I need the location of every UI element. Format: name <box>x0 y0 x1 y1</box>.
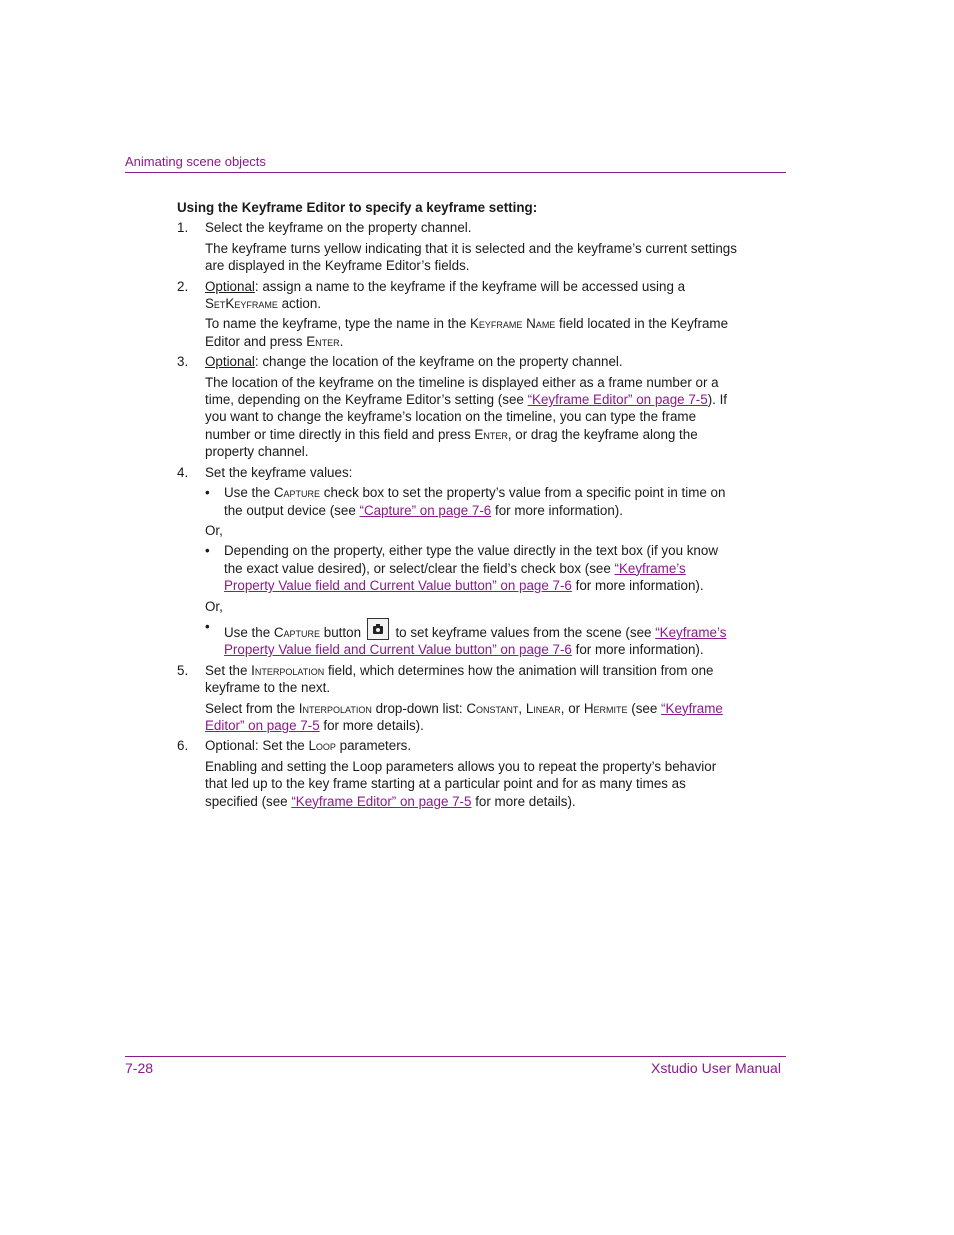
step-2-detail <box>205 315 737 350</box>
interpolation-field: Interpolation <box>251 662 325 678</box>
bullet-dot: • <box>205 618 210 634</box>
step-2-text <box>205 278 737 313</box>
property-value-link[interactable]: “Keyframe’s Property Value field and Current Value button” on page 7-6 <box>224 560 686 594</box>
step-2-detail-c: . <box>339 333 344 349</box>
bullet-capture-checkbox <box>205 484 737 519</box>
step-3-text-a: : change the location of the keyframe on the property channel. <box>254 354 623 370</box>
step-5-text-a: Set the <box>205 662 252 678</box>
bullet-1-c: for more information). <box>491 502 623 518</box>
step-2-text-b: action. <box>277 296 322 312</box>
step-3-detail-c: , or drag the keyframe along the property channel. <box>205 426 698 460</box>
bullet-3-c: to set keyframe values from the scene (see <box>391 624 656 640</box>
step-5-detail-d: for more details). <box>319 717 424 733</box>
step-4 <box>177 464 737 659</box>
step-5-detail <box>205 700 737 735</box>
keyframe-editor-link[interactable]: “Keyframe Editor” on page 7-5 <box>291 793 472 809</box>
separator: , or <box>560 700 584 716</box>
step-2-detail-b: field located in the Keyframe Editor and press <box>205 316 729 349</box>
constant-option: Constant <box>466 700 519 716</box>
camera-icon <box>367 618 389 640</box>
step-number: 2. <box>177 278 189 294</box>
step-5 <box>177 662 737 735</box>
optional-label: Optional <box>205 354 255 370</box>
header-rule <box>125 172 786 173</box>
step-1-text: Select the keyframe on the property channel. <box>205 220 472 236</box>
manual-title: Xstudio User Manual <box>651 1060 781 1076</box>
step-5-detail-b: drop-down list: <box>371 700 467 716</box>
step-5-text-b: field, which determines how the animation will transition from one keyframe to the next. <box>205 662 714 696</box>
step-6 <box>177 737 737 810</box>
step-1 <box>177 219 737 274</box>
step-2-text-a: : assign a name to the keyframe if the keyframe will be accessed using a <box>254 278 686 294</box>
page-number: 7-28 <box>125 1060 154 1076</box>
bullet-dot: • <box>205 485 210 501</box>
keyframe-editor-link[interactable]: “Keyframe Editor” on page 7-5 <box>527 392 708 408</box>
property-value-link[interactable]: “Keyframe’s Property Value field and Current Value button” on page 7-6 <box>224 624 727 658</box>
step-number: 4. <box>177 464 189 480</box>
bullet-3-a: Use the <box>224 624 274 640</box>
step-number: 3. <box>177 354 189 370</box>
step-3-detail <box>205 374 737 461</box>
step-5-text <box>205 662 737 697</box>
procedure-content <box>177 199 737 813</box>
step-3 <box>177 353 737 460</box>
separator: , <box>518 700 526 716</box>
procedure-heading: Using the Keyframe Editor to specify a keyframe setting: <box>177 200 538 215</box>
step-number: 1. <box>177 220 189 236</box>
bullet-2-b: for more information). <box>571 578 704 594</box>
bullet-capture-button <box>205 618 737 659</box>
running-header: Animating scene objects <box>125 154 266 169</box>
step-2-detail-a: To name the keyframe, type the name in the <box>205 316 470 332</box>
bullet-2-a: Depending on the property, either type the value directly in the text box (if you know the exact value desired), or select/clear the field’s check box (see <box>224 543 719 576</box>
step-1-detail: The keyframe turns yellow indicating that it is selected and the keyframe’s current settings are displayed in the Keyframe Editor’s fields. <box>205 240 737 274</box>
enter-key: Enter <box>306 333 340 349</box>
capture-label: Capture <box>273 485 321 501</box>
loop-label: Loop <box>308 738 336 754</box>
footer-rule <box>125 1056 786 1057</box>
bullet-3-d: for more information). <box>571 642 704 658</box>
step-6-detail-a: Enabling and setting the Loop parameters allows you to repeat the property’s behavior that led up to the key frame starting at a particular point and for as many times as specified (see <box>205 758 717 809</box>
step-6-detail <box>205 758 737 810</box>
step-number: 5. <box>177 662 189 678</box>
step-5-detail-a: Select from the <box>205 700 299 716</box>
bullet-1-a: Use the <box>224 485 274 501</box>
step-3-text <box>205 353 737 370</box>
step-3-detail-a: The location of the keyframe on the timeline is displayed either as a frame number or a time, depending on the Keyframe Editor’s setting (see <box>205 374 719 408</box>
step-6-text-a: Optional: Set the <box>205 738 309 754</box>
bullet-type-value <box>205 542 737 594</box>
capture-link[interactable]: “Capture” on page 7-6 <box>359 502 492 518</box>
setkeyframe-action: SetKeyframe <box>205 296 278 312</box>
step-5-detail-c: (see <box>627 700 662 716</box>
step-number: 6. <box>177 738 189 754</box>
step-2 <box>177 278 737 351</box>
step-text <box>205 219 737 236</box>
keyframe-editor-link[interactable]: “Keyframe Editor” on page 7-5 <box>205 700 723 733</box>
keyframe-name-field: Keyframe Name <box>469 316 556 332</box>
step-6-text-b: parameters. <box>335 738 412 754</box>
linear-option: Linear <box>525 700 561 716</box>
step-3-detail-b: ). If you want to change the keyframe’s location on the timeline, you can type the frame number or time directly in this field and press <box>205 392 728 442</box>
capture-label: Capture <box>273 624 321 640</box>
enter-key: Enter <box>474 426 508 442</box>
step-4-text: Set the keyframe values: <box>205 464 353 480</box>
hermite-option: Hermite <box>583 700 628 716</box>
bullet-3-b: button <box>320 624 365 640</box>
or-separator: Or, <box>205 598 223 614</box>
step-6-detail-b: for more details). <box>471 793 576 809</box>
interpolation-field: Interpolation <box>298 700 372 716</box>
bullet-dot: • <box>205 543 210 559</box>
bullet-1-b: check box to set the property’s value from a specific point in time on the output device (see <box>224 485 726 518</box>
step-6-text <box>205 737 737 754</box>
or-separator: Or, <box>205 522 223 538</box>
optional-label: Optional <box>205 278 255 294</box>
